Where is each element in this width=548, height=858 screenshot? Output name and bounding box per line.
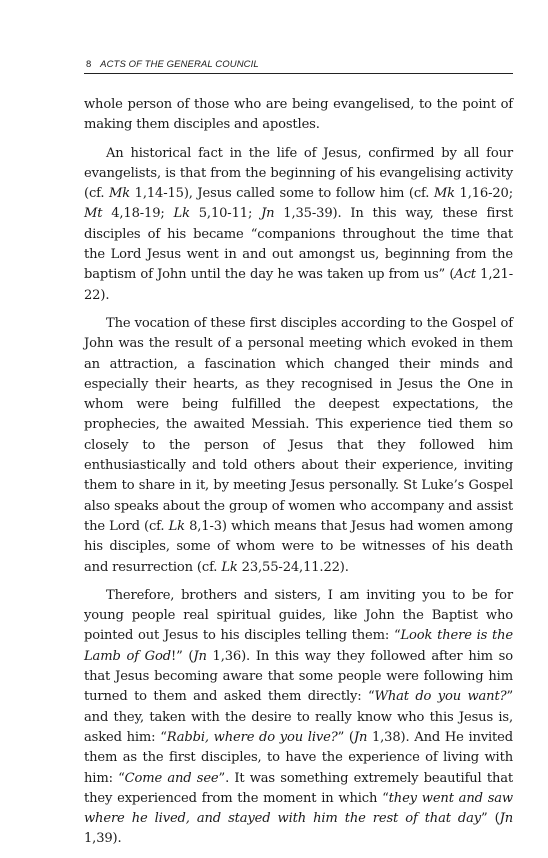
paragraph bbox=[84, 95, 513, 136]
italic-text: they went and saw where he lived, and stayed with him the rest of that day bbox=[84, 790, 513, 827]
running-header bbox=[86, 59, 259, 70]
text-run: 5,10-11; bbox=[189, 206, 262, 222]
italic-text: Jn bbox=[261, 206, 275, 222]
paragraph bbox=[84, 144, 513, 306]
text-run: 1,14-15), Jesus called some to follow him (cf. bbox=[130, 186, 434, 202]
italic-text: Mt bbox=[84, 206, 103, 222]
text-run: 1,21-22). bbox=[84, 267, 514, 303]
text-run: The vocation of these first disciples according to the Gospel of John was the result of a personal meeting which evoked in them an attraction, a fascination which changed their minds and especially their hearts, as they recognised in Jesus the One in whom were being fulfilled the deepest expectations, the prophecies, the awaited Messiah. This experience tied them so closely to the person of Jesus that they followed him enthusiastically and told others about their experience, inviting them to share in it, by meeting Jesus personally. St Luke’s Gospel also speaks about the group of women who accompany and assist the Lord (cf. bbox=[84, 315, 513, 534]
text-run: 1,36). In this way they followed after him so that Jesus becoming aware that some people were following him turned to them and asked them directly: “ bbox=[84, 648, 513, 705]
italic-text: Come and see bbox=[124, 770, 219, 786]
text-run: !” ( bbox=[170, 648, 194, 664]
text-run: An historical fact in the life of Jesus, confirmed by all four evangelists, is that from the beginning of his evangelising activity (cf. bbox=[84, 145, 513, 202]
text-run: Therefore, brothers and sisters, I am inviting you to be for young people real spiritual guides, like John the Baptist who pointed out Jesus to his disciples telling them: “ bbox=[84, 587, 513, 644]
text-run: ” ( bbox=[481, 811, 500, 827]
text-run: whole person of those who are being evangelised, to the point of making them disciples and apostles. bbox=[84, 97, 513, 133]
text-run: 1,16-20; bbox=[454, 186, 513, 202]
header-rule bbox=[84, 73, 513, 74]
text-run: ” ( bbox=[337, 729, 354, 745]
page-number: 8 bbox=[86, 59, 92, 70]
paragraph bbox=[84, 314, 513, 578]
italic-text: What do you want? bbox=[374, 689, 507, 705]
italic-text: Lk bbox=[173, 206, 190, 222]
italic-text: Look there is the Lamb of God bbox=[84, 628, 513, 664]
italic-text: Act bbox=[454, 267, 476, 283]
text-run: 4,18-19; bbox=[102, 206, 174, 222]
text-run: 1,35-39). In this way, these first disciples of his became “companions throughout the time that the Lord Jesus went in and out amongst us, beginning from the baptism of John until the day he was taken up from us” ( bbox=[84, 206, 513, 283]
italic-text: Mk bbox=[109, 186, 131, 202]
italic-text: Rabbi, where do you live? bbox=[166, 729, 338, 745]
italic-text: Mk bbox=[433, 186, 455, 202]
italic-text: Lk bbox=[221, 559, 238, 575]
italic-text: Jn bbox=[193, 648, 207, 664]
text-run: ”. It was something extremely beautiful that they experienced from the moment in which “ bbox=[84, 770, 513, 806]
italic-text: Jn bbox=[353, 729, 368, 745]
text-run: 1,39). bbox=[84, 831, 122, 847]
body-text bbox=[84, 95, 513, 858]
italic-text: Jn bbox=[499, 811, 513, 827]
text-run: 1,38). And He invited them as the first disciples, to have the experience of living with him: “ bbox=[84, 729, 513, 786]
italic-text: Lk bbox=[168, 518, 185, 534]
running-title: ACTS OF THE GENERAL COUNCIL bbox=[100, 59, 259, 70]
text-run: 23,55-24,11.22). bbox=[237, 559, 349, 575]
text-run: ” and they, taken with the desire to really know who this Jesus is, asked him: “ bbox=[84, 689, 513, 745]
text-run: 8,1-3) which means that Jesus had women among his disciples, some of whom were to be witnesses of his death and resurrection (cf. bbox=[84, 518, 513, 575]
paragraph bbox=[84, 586, 513, 850]
